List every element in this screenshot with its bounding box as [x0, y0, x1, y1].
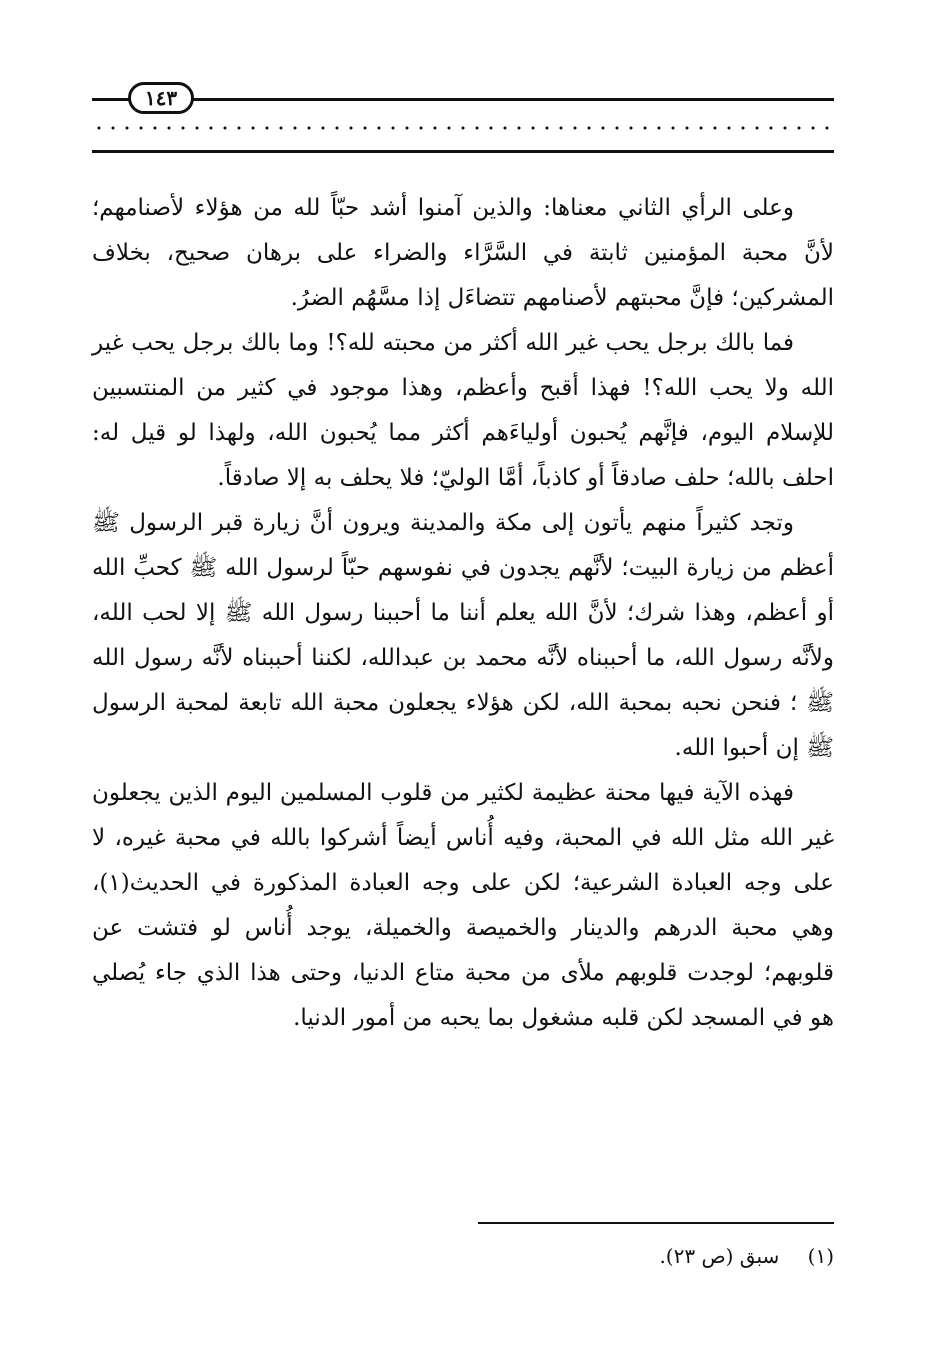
page-number-badge [128, 82, 194, 114]
footnote [92, 1240, 834, 1272]
header-rule-top [92, 98, 834, 101]
paragraph-2: فما بالك برجل يحب غير الله أكثر من محبته لله؟! وما بالك برجل يحب غير الله ولا يحب الله؟! فهذا أقبح وأعظم، وهذا موجود في كثير من المنتسبين للإسلام اليوم، فإنَّهم يُحبون أولياءَهم أكثر مما يُحبون الله، ولهذا لو قيل له: احلف بالله؛ حلف صادقاً أو كاذباً، أمَّا الوليّ؛ فلا يحلف به إلا صادقاً. [92, 330, 834, 491]
page-number: ١٤٣ [144, 86, 178, 110]
paragraph-4: فهذه الآية فيها محنة عظيمة لكثير من قلوب المسلمين اليوم الذين يجعلون غير الله مثل الله في المحبة، وفيه أُناس أيضاً أشركوا بالله في محبة غيره، لا على وجه العبادة الشرعية؛ لكن على وجه العبادة المذكورة في الحديث(١)، وهي محبة الدرهم والدينار والخميصة والخميلة، يوجد أُناس لو فتشت عن قلوبهم؛ لوجدت قلوبهم ملأى من محبة متاع الدنيا، وحتى هذا الذي جاء يُصلي هو في المسجد لكن قلبه مشغول بما يحبه من أمور الدنيا. [92, 780, 834, 1031]
paragraph-3: وتجد كثيراً منهم يأتون إلى مكة والمدينة ويرون أنَّ زيارة قبر الرسول ﷺ أعظم من زيارة البيت؛ لأنَّهم يجدون في نفوسهم حبّاً لرسول الله ﷺ كحبِّ الله أو أعظم، وهذا شرك؛ لأنَّ الله يعلم أننا ما أحببنا رسول الله ﷺ إلا لحب الله، ولأنَّه رسول الله، ما أحببناه لأنَّه محمد بن عبدالله، لكننا أحببناه لأنَّه رسول الله ﷺ ؛ فنحن نحبه بمحبة الله، لكن هؤلاء يجعلون محبة الله تابعة لمحبة الرسول ﷺ إن أحبوا الله. [92, 510, 834, 761]
footnote-separator [478, 1222, 834, 1224]
paragraph-1: وعلى الرأي الثاني معناها: والذين آمنوا أشد حبّاً لله من هؤلاء لأصنامهم؛ لأنَّ محبة المؤمنين ثابتة في السَّرَّاء والضراء على برهان صحيح، بخلاف المشركين؛ فإنَّ محبتهم لأصنامهم تتضاءَل إذا مسَّهُم الضرُ. [92, 195, 834, 311]
header-rule-bottom [92, 150, 834, 153]
body-text [92, 186, 834, 1041]
footnote-marker: (١) [807, 1244, 834, 1268]
header-dotted-rule [92, 126, 834, 130]
footnote-text: سبق (ص ٢٣). [659, 1244, 780, 1268]
